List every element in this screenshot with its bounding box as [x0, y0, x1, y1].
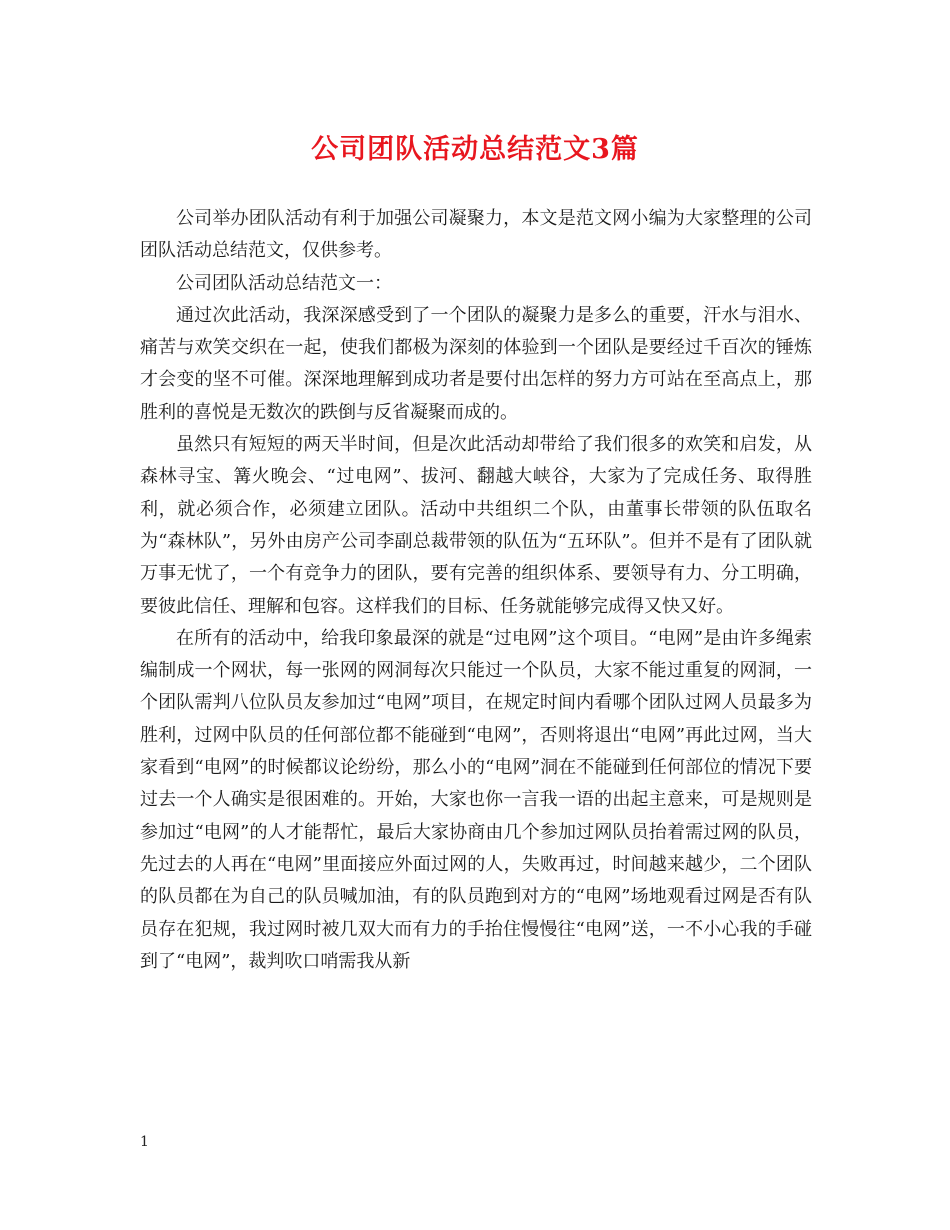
- document-title: 公司团队活动总结范文3篇: [311, 134, 639, 165]
- paragraph-intro: 公司举办团队活动有利于加强公司凝聚力，本文是范文网小编为大家整理的公司团队活动总结范文，仅供参考。: [140, 208, 812, 262]
- paragraph-heading-one: 公司团队活动总结范文一：: [176, 272, 392, 294]
- page-number: 1: [140, 1134, 149, 1150]
- paragraph: 通过次此活动，我深深感受到了一个团队的凝聚力是多么的重要，汗水与泪水、痛苦与欢笑交织在一起，使我们都极为深刻的体验到一个团队是要经过千百次的锤炼才会变的坚不可催。深深地理解到成功者是要付出怎样的努力方可站在至高点上，那胜利的喜悦是无数次的跌倒与反省凝聚而成的。: [140, 304, 812, 423]
- paragraph: 虽然只有短短的两天半时间，但是次此活动却带给了我们很多的欢笑和启发，从森林寻宝、篝火晚会、“过电网”、拔河、翻越大峡谷，大家为了完成任务、取得胜利，就必须合作，必须建立团队。活动中共组织二个队，由董事长带领的队伍取名为“森林队”，另外由房产公司李副总裁带领的队伍为“五环队”。但并不是有了团队就万事无忧了，一个有竞争力的团队，要有完善的组织体系、要领导有力、分工明确，要彼此信任、理解和包容。这样我们的目标、任务就能够完成得又快又好。: [140, 434, 812, 617]
- document-body: [140, 203, 812, 978]
- paragraph: 在所有的活动中，给我印象最深的就是“过电网”这个项目。“电网”是由许多绳索编制成一个网状，每一张网的网洞每次只能过一个队员，大家不能过重复的网洞，一个团队需判八位队员友参加过“电网”项目，在规定时间内看哪个团队过网人员最多为胜利，过网中队员的任何部位都不能碰到“电网”，否则将退出“电网”再此过网，当大家看到“电网”的时候都议论纷纷，那么小的“电网”洞在不能碰到任何部位的情况下要过去一个人确实是很困难的。开始，大家也你一言我一语的出起主意来，可是规则是参加过“电网”的人才能帮忙，最后大家协商由几个参加过网队员抬着需过网的队员，先过去的人再在“电网”里面接应外面过网的人，失败再过，时间越来越少，二个团队的队员都在为自己的队员喊加油，有的队员跑到对方的“电网”场地观看过网是否有队员存在犯规，我过网时被几双大而有力的手抬住慢慢往“电网”送，一不小心我的手碰到了“电网”，裁判吹口哨需我从新: [140, 627, 812, 972]
